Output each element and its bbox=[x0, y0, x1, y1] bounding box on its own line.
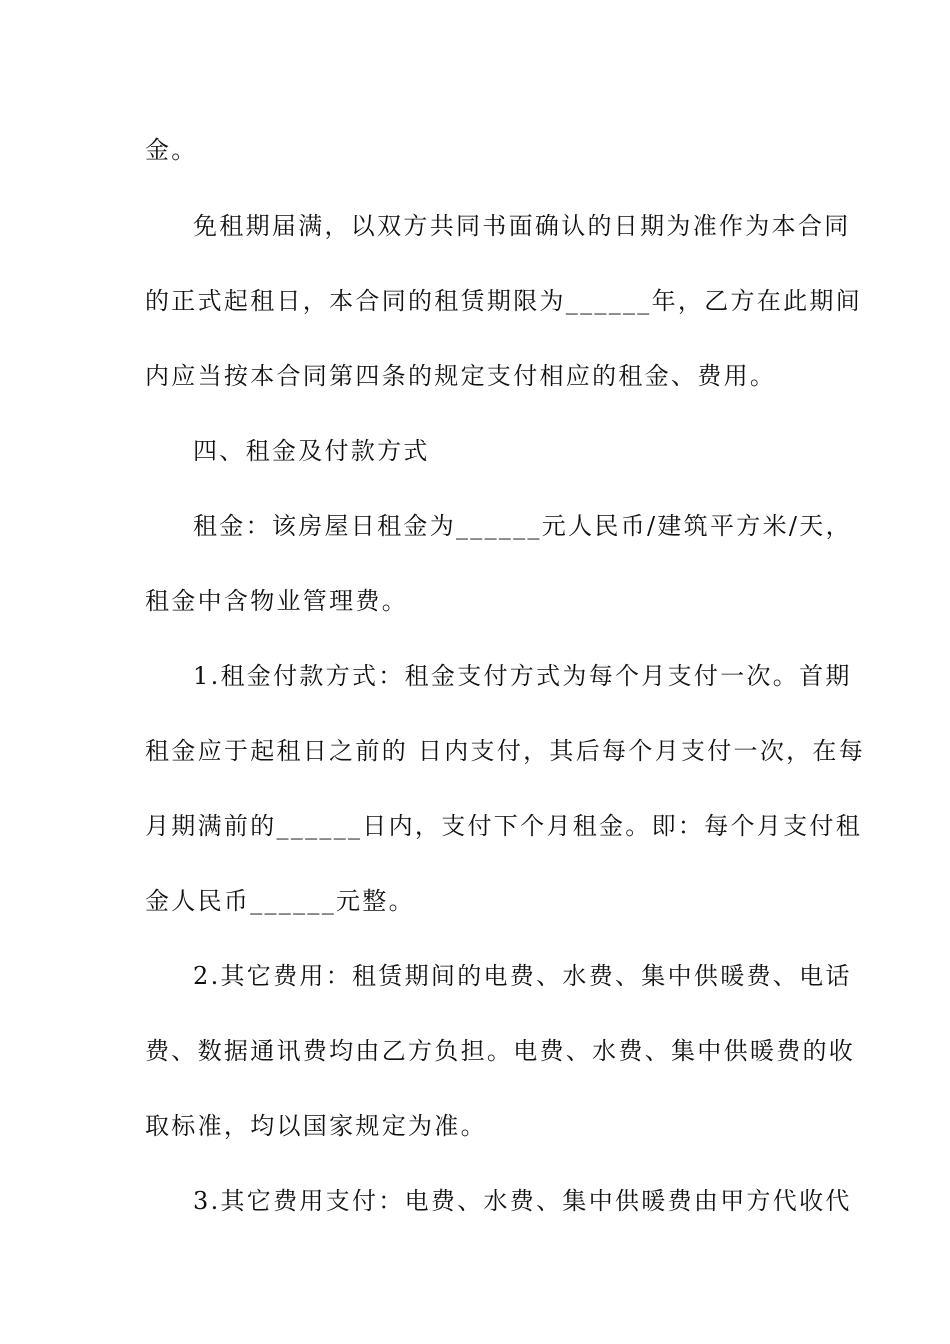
paragraph-start: 3.其它费用支付：电费、水费、集中供暖费由甲方代收代 bbox=[193, 1187, 852, 1215]
text-line: 金。 bbox=[145, 136, 198, 164]
paragraph-start: 免租期届满，以双方共同书面确认的日期为准作为本合同 bbox=[193, 212, 851, 240]
paragraph-start: 租金：该房屋日租金为______元人民币/建筑平方米/天， bbox=[193, 512, 852, 540]
text-line: 租金中含物业管理费。 bbox=[145, 587, 408, 615]
text-line: 取标准，均以国家规定为准。 bbox=[145, 1112, 487, 1140]
text-line: 月期满前的______日内，支付下个月租金。即：每个月支付租 bbox=[145, 812, 862, 840]
text-line: 租金应于起租日之前的 日内支付，其后每个月支付一次，在每 bbox=[145, 737, 866, 765]
text-line: 的正式起租日，本合同的租赁期限为______年，乙方在此期间 bbox=[145, 287, 862, 315]
text-line: 费、数据通讯费均由乙方负担。电费、水费、集中供暖费的收 bbox=[145, 1037, 856, 1065]
text-line: 金人民币______元整。 bbox=[145, 887, 415, 915]
text-line: 内应当按本合同第四条的规定支付相应的租金、费用。 bbox=[145, 362, 777, 390]
section-heading: 四、租金及付款方式 bbox=[193, 437, 430, 465]
paragraph-start: 1.租金付款方式：租金支付方式为每个月支付一次。首期 bbox=[193, 662, 852, 690]
paragraph-start: 2.其它费用：租赁期间的电费、水费、集中供暖费、电话 bbox=[193, 962, 852, 990]
